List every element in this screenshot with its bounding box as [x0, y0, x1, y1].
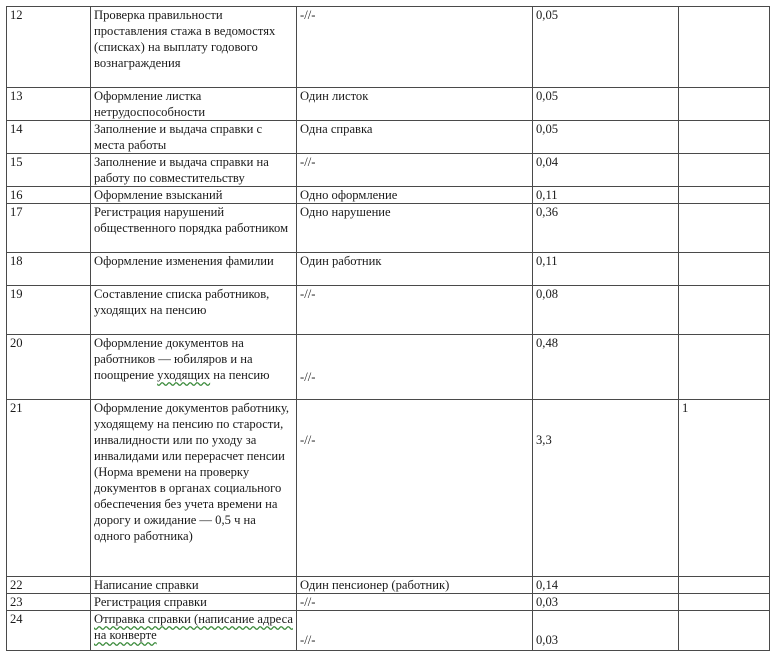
- extra-value: [679, 88, 770, 121]
- row-number: 18: [7, 253, 91, 286]
- operation-name: Оформление взысканий: [91, 187, 297, 204]
- time-norm: 0,08: [533, 286, 679, 335]
- extra-value: [679, 577, 770, 594]
- table-row: [7, 253, 770, 286]
- unit-of-measure: -//-: [297, 611, 533, 651]
- operation-name: Оформление документов работнику, уходящему на пенсию по старости, инвалидности или по уходу за инвалидами или перерасчет пенсии (Норма времени на проверку документов в органах социального обеспечения без учета времени на дорогу и ожидание — 0,5 ч на одного работника): [91, 400, 297, 577]
- operation-name: [91, 335, 297, 400]
- extra-value: [679, 187, 770, 204]
- extra-value: [679, 335, 770, 400]
- extra-value: [679, 7, 770, 88]
- spellcheck-word: уходящих: [157, 368, 211, 382]
- row-number: 21: [7, 400, 91, 577]
- table-row: [7, 154, 770, 187]
- operation-name: Написание справки: [91, 577, 297, 594]
- operation-name: Регистрация справки: [91, 594, 297, 611]
- row-number: 14: [7, 121, 91, 154]
- time-norm: 0,03: [533, 611, 679, 651]
- unit-of-measure: -//-: [297, 286, 533, 335]
- table-row: [7, 121, 770, 154]
- row-number: 24: [7, 611, 91, 651]
- time-norm: 0,14: [533, 577, 679, 594]
- unit-of-measure: Одно нарушение: [297, 204, 533, 253]
- time-norm: 0,05: [533, 7, 679, 88]
- extra-value: [679, 154, 770, 187]
- table-row: [7, 286, 770, 335]
- unit-of-measure: Одна справка: [297, 121, 533, 154]
- time-norm: 0,11: [533, 187, 679, 204]
- row-number: 13: [7, 88, 91, 121]
- time-norm: 0,36: [533, 204, 679, 253]
- norms-table: [6, 6, 770, 651]
- unit-of-measure: Один пенсионер (работник): [297, 577, 533, 594]
- unit-of-measure: -//-: [297, 7, 533, 88]
- time-norm: 0,48: [533, 335, 679, 400]
- table-row: [7, 577, 770, 594]
- table-row: [7, 7, 770, 88]
- extra-value: [679, 253, 770, 286]
- row-number: 22: [7, 577, 91, 594]
- operation-name: Проверка правильности проставления стажа в ведомостях (списках) на выплату годового вознаграждения: [91, 7, 297, 88]
- operation-name: [91, 611, 297, 651]
- operation-name: Заполнение и выдача справки с места работы: [91, 121, 297, 154]
- table-row: [7, 187, 770, 204]
- operation-name-part: на пенсию: [210, 368, 270, 382]
- time-norm: 0,05: [533, 88, 679, 121]
- time-norm: 0,04: [533, 154, 679, 187]
- time-norm: 0,03: [533, 594, 679, 611]
- extra-value: 1: [679, 400, 770, 577]
- unit-of-measure: Одно оформление: [297, 187, 533, 204]
- extra-value: [679, 594, 770, 611]
- spellcheck-word: Отправка справки (написание адреса на конверте: [94, 612, 293, 642]
- table-row: [7, 335, 770, 400]
- extra-value: [679, 611, 770, 651]
- extra-value: [679, 204, 770, 253]
- row-number: 17: [7, 204, 91, 253]
- row-number: 15: [7, 154, 91, 187]
- unit-of-measure: -//-: [297, 335, 533, 400]
- unit-of-measure: -//-: [297, 400, 533, 577]
- unit-of-measure: -//-: [297, 154, 533, 187]
- table-row: [7, 594, 770, 611]
- extra-value: [679, 286, 770, 335]
- row-number: 23: [7, 594, 91, 611]
- time-norm: 3,3: [533, 400, 679, 577]
- table-row: [7, 611, 770, 651]
- operation-name: Составление списка работников, уходящих на пенсию: [91, 286, 297, 335]
- table-row: [7, 204, 770, 253]
- unit-of-measure: -//-: [297, 594, 533, 611]
- operation-name: Регистрация нарушений общественного порядка работником: [91, 204, 297, 253]
- extra-value: [679, 121, 770, 154]
- time-norm: 0,05: [533, 121, 679, 154]
- row-number: 16: [7, 187, 91, 204]
- operation-name: Заполнение и выдача справки на работу по совместительству: [91, 154, 297, 187]
- table-row: [7, 400, 770, 577]
- operation-name: Оформление изменения фамилии: [91, 253, 297, 286]
- time-norm: 0,11: [533, 253, 679, 286]
- row-number: 12: [7, 7, 91, 88]
- table-row: [7, 88, 770, 121]
- operation-name-part: Оформление документов на работников — юбиляров и на поощрение: [94, 336, 253, 382]
- row-number: 20: [7, 335, 91, 400]
- operation-name: Оформление листка нетрудоспособности: [91, 88, 297, 121]
- unit-of-measure: Один листок: [297, 88, 533, 121]
- unit-of-measure: Один работник: [297, 253, 533, 286]
- row-number: 19: [7, 286, 91, 335]
